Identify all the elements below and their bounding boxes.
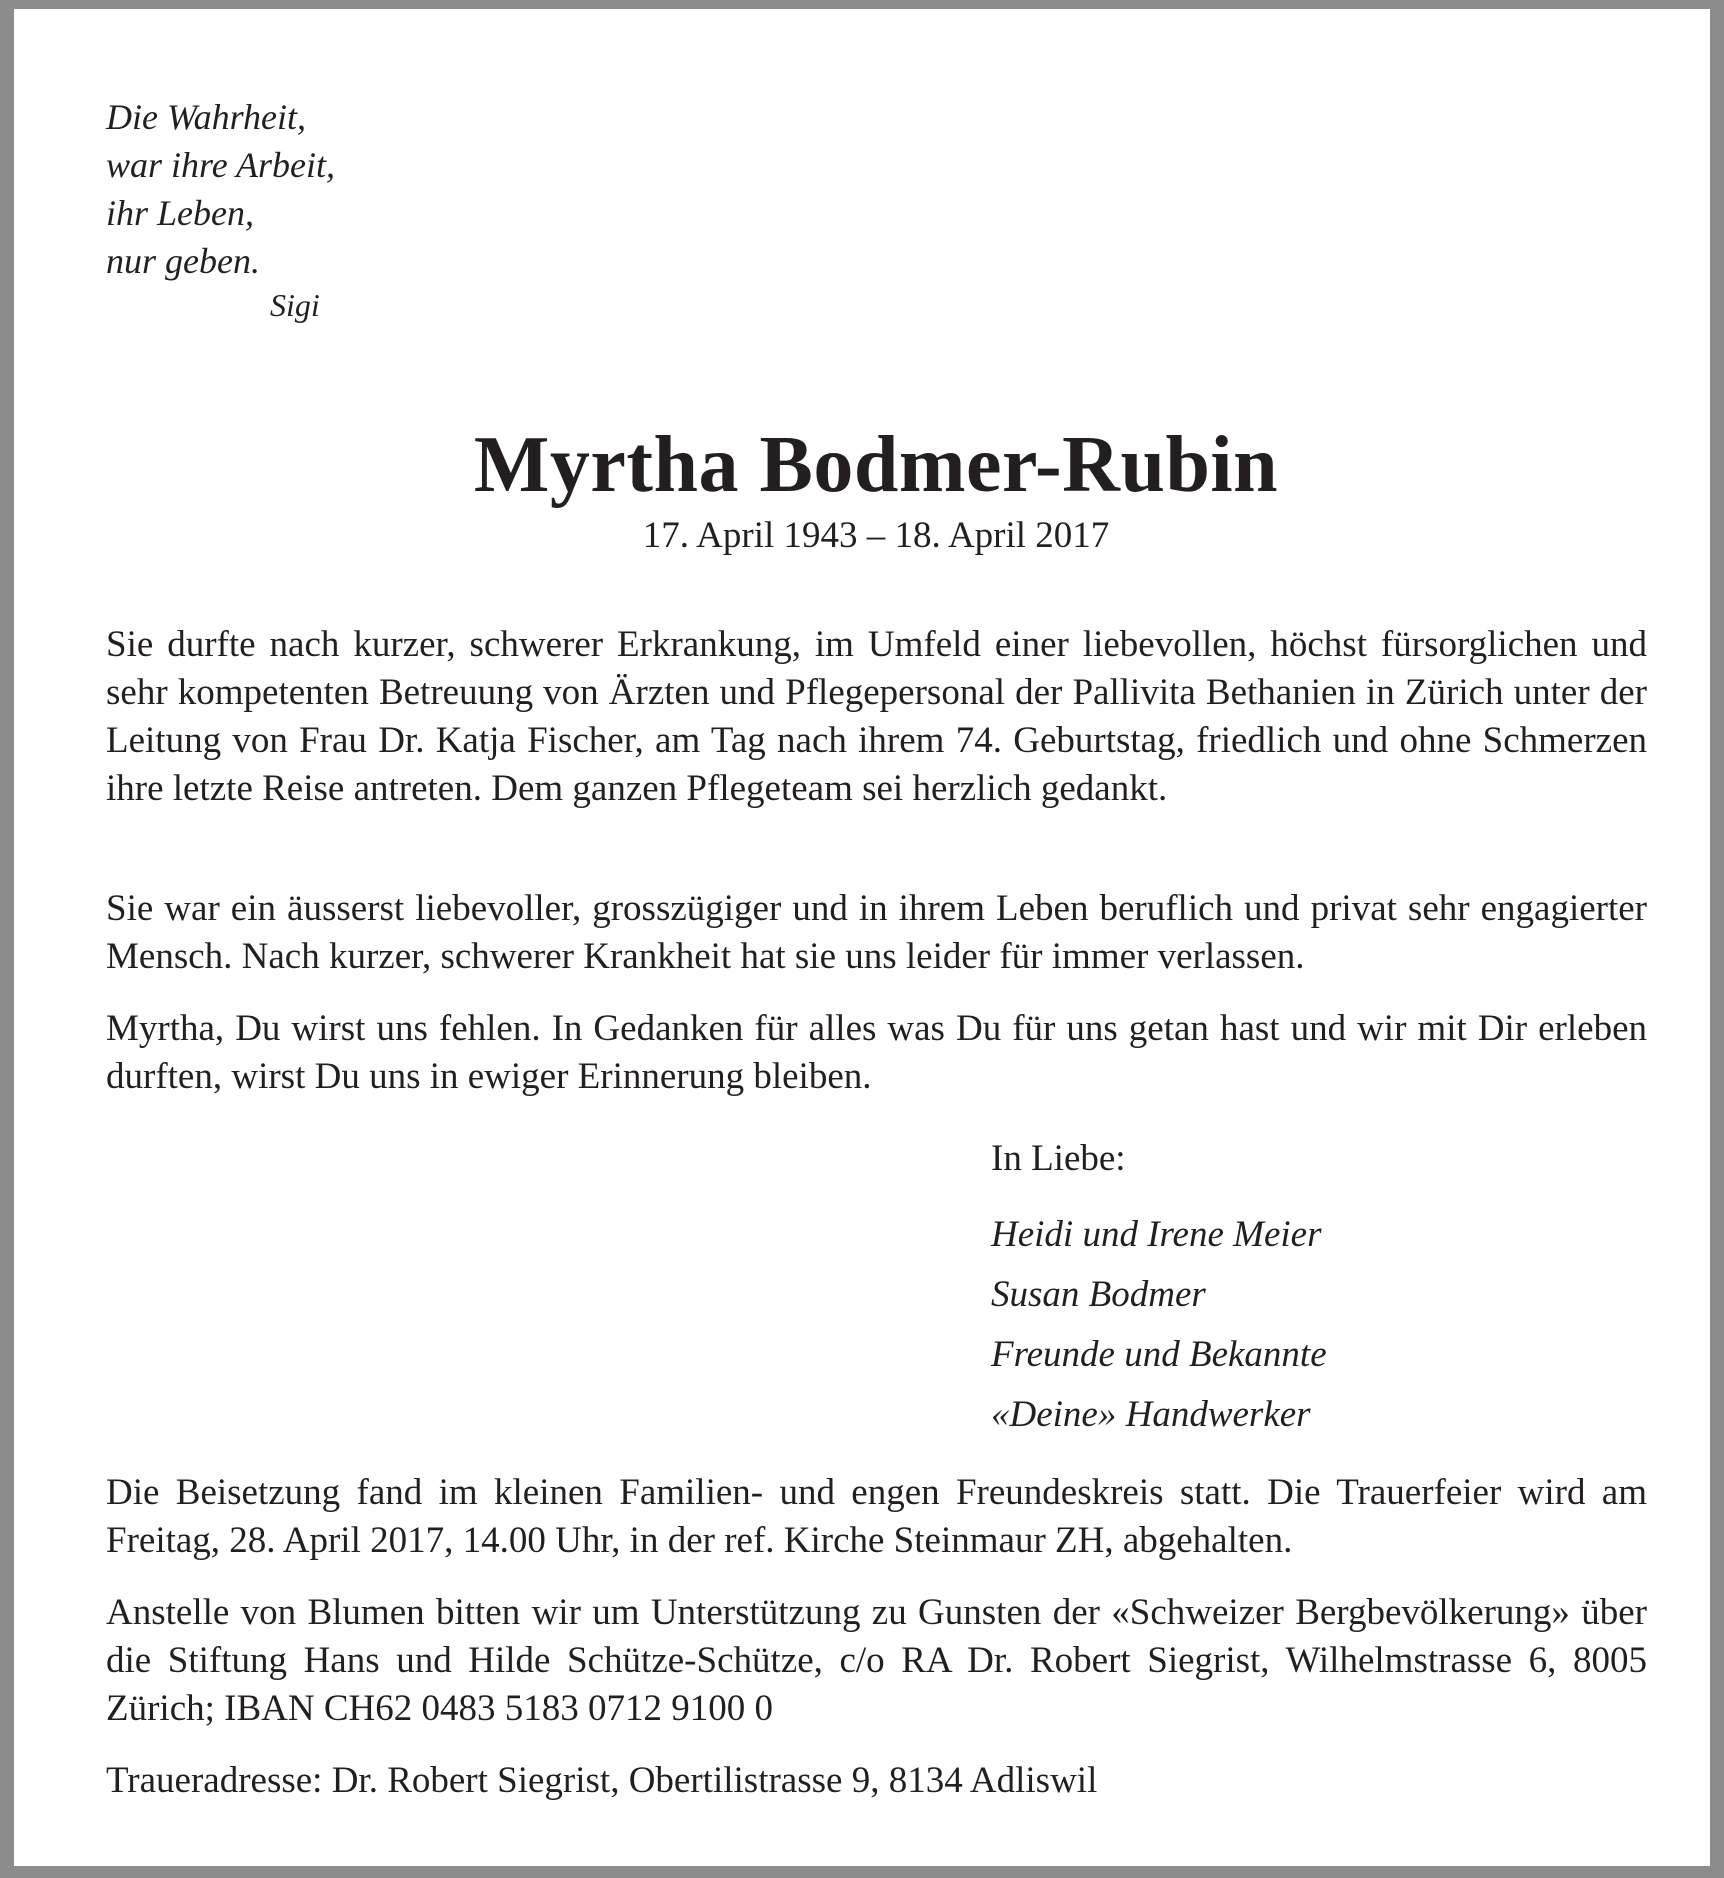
paragraph-text: Sie war ein äusserst liebevoller, grosszügiger und in ihrem Leben beruflich und privat sehr engagierter Mensch. Nach kurzer, schwerer Krankheit hat sie uns leider für immer verlassen. bbox=[106, 888, 1647, 977]
signer-name: Susan Bodmer bbox=[991, 1274, 1206, 1315]
paragraph-tribute bbox=[106, 885, 1647, 981]
motto-line: nur geben. bbox=[106, 241, 260, 281]
motto-poem bbox=[106, 93, 335, 327]
signer-name: Freunde und Bekannte bbox=[991, 1334, 1327, 1375]
motto-line: ihr Leben, bbox=[106, 193, 254, 233]
motto-line: war ihre Arbeit, bbox=[106, 145, 336, 185]
signer-name: Heidi und Irene Meier bbox=[991, 1214, 1322, 1255]
funeral-info bbox=[106, 1469, 1647, 1565]
donation-info bbox=[106, 1589, 1647, 1733]
mourning-address bbox=[106, 1757, 1647, 1805]
deceased-name: Myrtha Bodmer-Rubin bbox=[473, 421, 1279, 509]
paragraph-passing bbox=[106, 621, 1647, 813]
life-dates: 17. April 1943 – 18. April 2017 bbox=[642, 515, 1110, 556]
motto-author: Sigi bbox=[270, 287, 320, 323]
paragraph-text: Sie durfte nach kurzer, schwerer Erkrankung, im Umfeld einer liebevollen, höchst fürsorglichen und sehr kompetenten Betreuung von Ärzten und Pflegepersonal der Pallivita Bethanien in Zürich unter der Leitung von Frau Dr. Katja Fischer, am Tag nach ihrem 74. Geburtstag, friedlich und ohne Schmerzen ihre letzte Reise antreten. Dem ganzen Pflegeteam sei herzlich gedankt. bbox=[106, 624, 1647, 809]
signer-name: «Deine» Handwerker bbox=[991, 1394, 1311, 1435]
paragraph-text: Myrtha, Du wirst uns fehlen. In Gedanken für alles was Du für uns getan hast und wir mit Dir erleben durften, wirst Du uns in ewiger Erinnerung bleiben. bbox=[106, 1008, 1647, 1097]
motto-line: Die Wahrheit, bbox=[106, 97, 307, 137]
paragraph-text: Traueradresse: Dr. Robert Siegrist, Obertilistrasse 9, 8134 Adliswil bbox=[106, 1760, 1098, 1801]
signers-list bbox=[991, 1205, 1327, 1445]
signoff-label: In Liebe: bbox=[991, 1138, 1126, 1179]
paragraph-farewell bbox=[106, 1005, 1647, 1101]
paragraph-text: Anstelle von Blumen bitten wir um Unterstützung zu Gunsten der «Schweizer Bergbevölkerung» über die Stiftung Hans und Hilde Schütze-Schütze, c/o RA Dr. Robert Siegrist, Wilhelmstrasse 6, 8005 Zürich; IBAN CH62 0483 5183 0712 9100 0 bbox=[106, 1592, 1647, 1729]
paragraph-text: Die Beisetzung fand im kleinen Familien- und engen Freundeskreis statt. Die Trauerfeier wird am Freitag, 28. April 2017, 14.00 Uhr, in der ref. Kirche Steinmaur ZH, abgehalten. bbox=[106, 1472, 1647, 1561]
